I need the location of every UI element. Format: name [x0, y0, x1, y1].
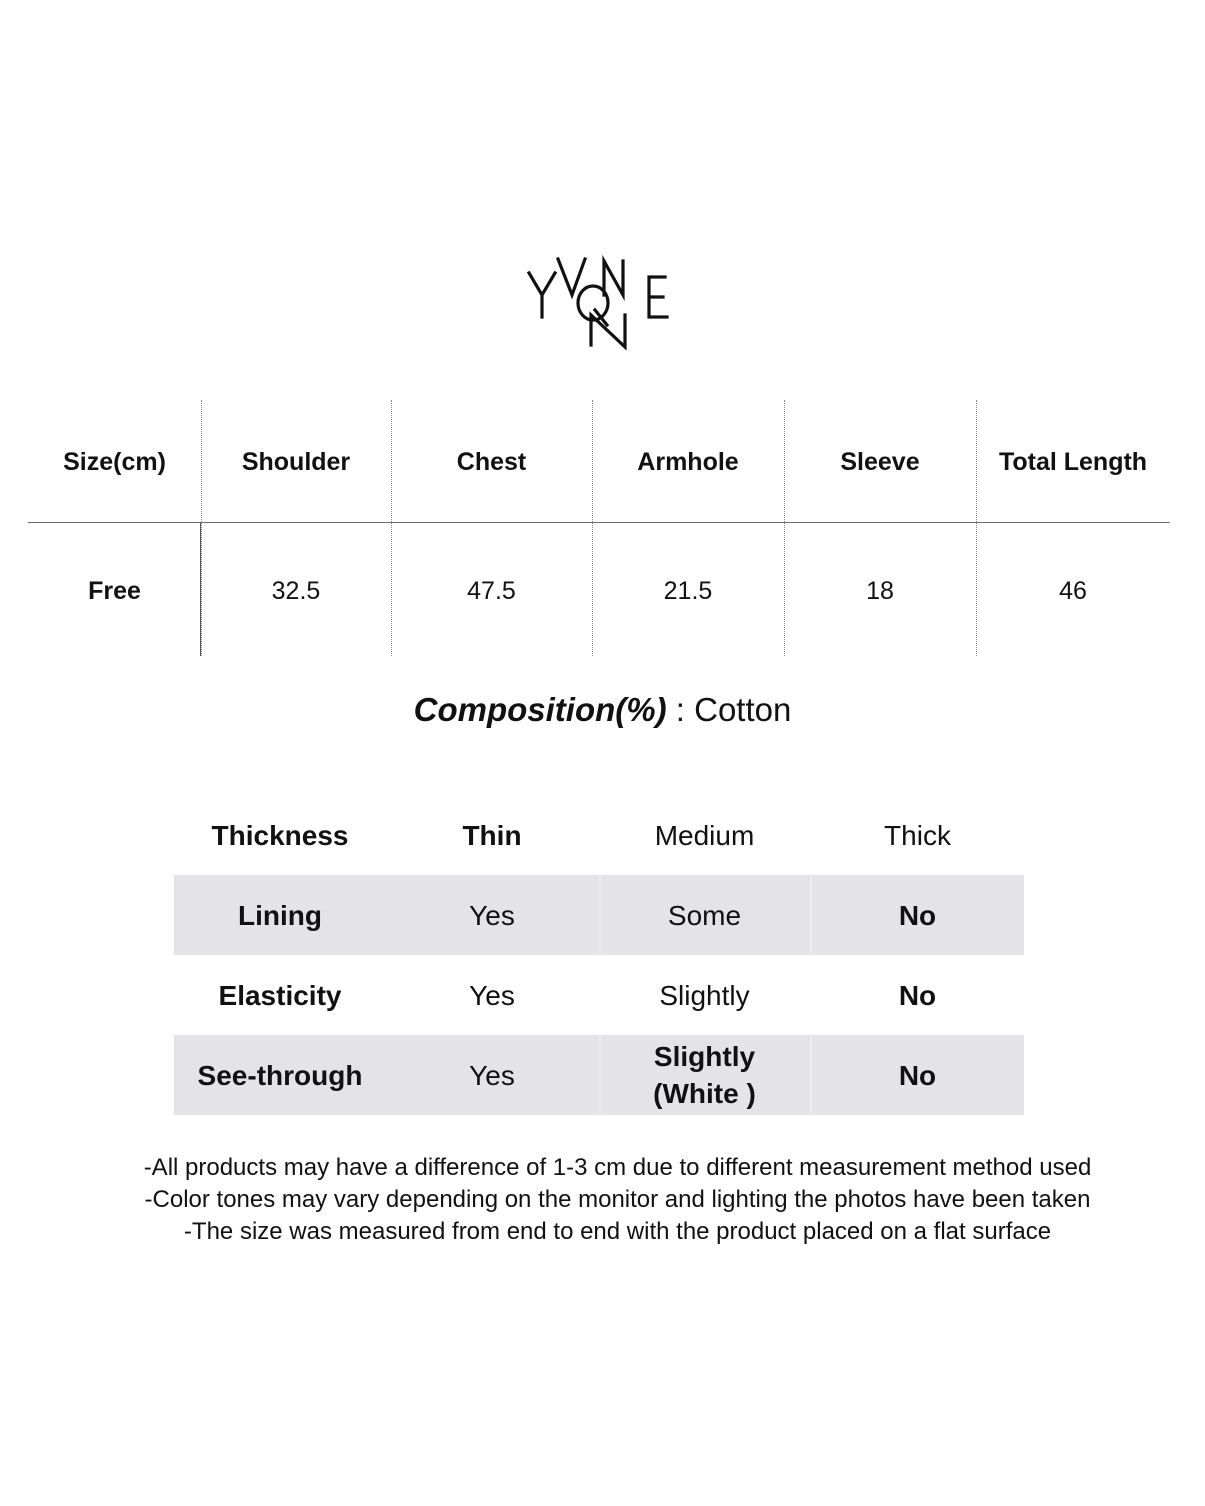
- property-option: Slightly (White ): [653, 1041, 756, 1109]
- note-line: -The size was measured from end to end with the product placed on a flat surface: [183, 1218, 1052, 1245]
- armhole-value: 21.5: [663, 577, 713, 605]
- column-divider: [391, 400, 392, 656]
- chest-header: Chest: [456, 448, 527, 476]
- property-option: Yes: [469, 899, 515, 931]
- size-column-total-length: [976, 400, 1170, 656]
- property-label-see-through: See-through: [197, 1059, 363, 1091]
- shoulder-header: Shoulder: [241, 448, 351, 476]
- property-option: Medium: [654, 819, 755, 851]
- column-divider: [201, 400, 202, 656]
- property-option: Some: [667, 899, 742, 931]
- property-option: Thin: [462, 819, 522, 851]
- shoulder-value: 32.5: [271, 577, 321, 605]
- column-divider: [976, 400, 977, 656]
- property-option: Thick: [884, 819, 951, 851]
- column-divider: [592, 400, 593, 656]
- composition-separator: :: [666, 691, 695, 728]
- property-row-lining: [174, 875, 1024, 955]
- note-line: -All products may have a difference of 1-3 cm due to different measurement method used: [143, 1154, 1092, 1181]
- property-row-elasticity: [174, 955, 1024, 1035]
- size-column-chest: [391, 400, 592, 656]
- property-option: Slightly: [659, 979, 750, 1011]
- brand-logo: [525, 255, 675, 350]
- property-label-thickness: Thickness: [211, 819, 349, 851]
- property-label-lining: Lining: [238, 899, 322, 931]
- yvonne-logo-mark: [525, 255, 675, 350]
- composition-label: Composition(%): [413, 691, 667, 728]
- size-column-size: [28, 400, 201, 656]
- row-label-divider: [200, 523, 201, 656]
- chest-value: 47.5: [467, 577, 516, 605]
- column-divider: [784, 400, 785, 656]
- total-length-header: Total Length: [998, 448, 1148, 476]
- total-length-value: 46: [1059, 577, 1087, 605]
- property-label-elasticity: Elasticity: [218, 979, 342, 1011]
- size-value-free: Free: [88, 577, 141, 605]
- armhole-header: Armhole: [637, 448, 739, 476]
- size-column-sleeve: [784, 400, 976, 656]
- property-row-thickness: [174, 795, 1024, 875]
- property-option: No: [898, 1059, 937, 1091]
- property-option: No: [898, 979, 937, 1011]
- fabric-properties-table: [174, 795, 1024, 1115]
- composition-value: Cotton: [694, 691, 792, 728]
- size-table: [28, 400, 1170, 656]
- sleeve-value: 18: [866, 577, 894, 605]
- size-header: Size(cm): [63, 448, 166, 476]
- composition-line: [0, 690, 1205, 730]
- disclaimer-notes: [0, 1152, 1205, 1248]
- property-option: Yes: [469, 979, 515, 1011]
- property-row-see-through: [174, 1035, 1024, 1115]
- size-column-shoulder: [201, 400, 391, 656]
- sleeve-header: Sleeve: [840, 448, 920, 476]
- property-option: Yes: [469, 1059, 515, 1091]
- size-column-armhole: [592, 400, 784, 656]
- property-option: No: [898, 899, 937, 931]
- note-line: -Color tones may vary depending on the monitor and lighting the photos have been taken: [144, 1186, 1091, 1213]
